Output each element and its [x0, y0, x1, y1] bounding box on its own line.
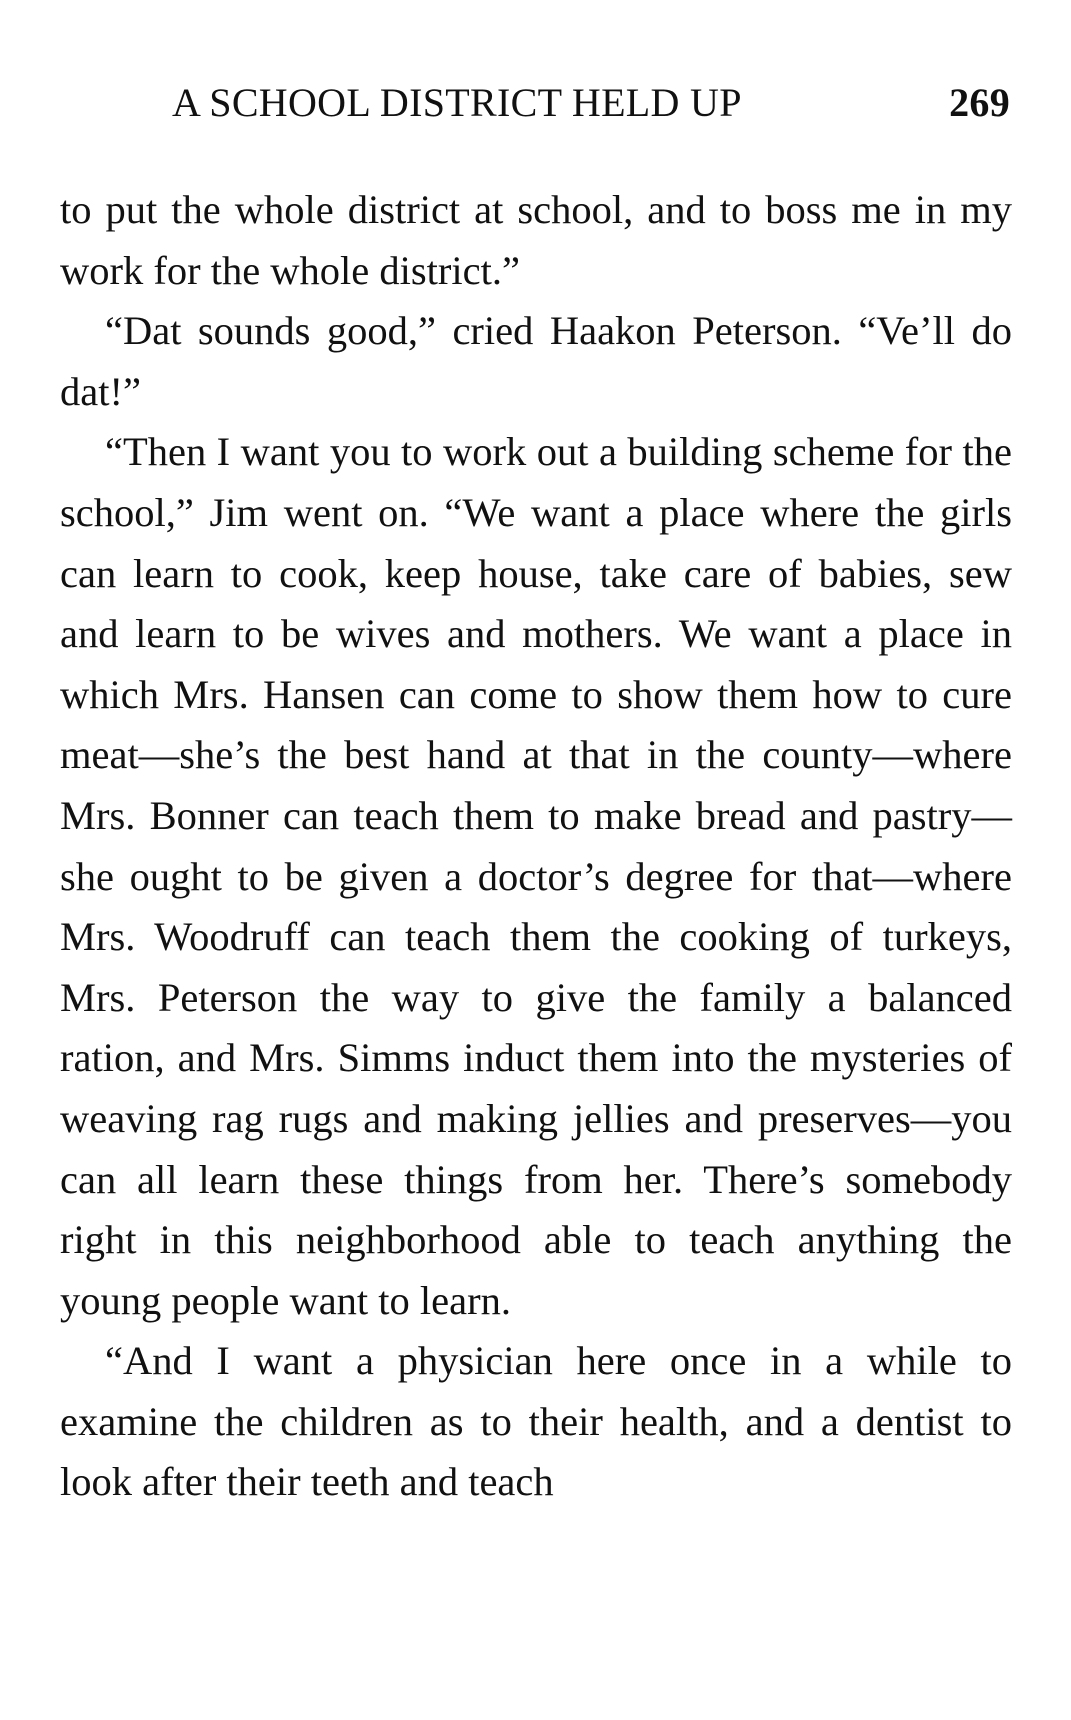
paragraph: “Dat sounds good,” cried Haakon Peterson. “Ve’ll do dat!”: [60, 308, 1012, 414]
paragraph: “Then I want you to work out a building scheme for the school,” Jim went on. “We want a place where the girls can learn to cook, keep house, take care of babies, sew and learn to be wives and mothers. We want a place in which Mrs. Hansen can come to show them how to cure meat—she’s the best hand at that in the county—where Mrs. Bonner can teach them to make bread and pastry—she ought to be given a doctor’s degree for that—where Mrs. Woodruff can teach them the cooking of turkeys, Mrs. Peterson the way to give the family a balanced ration, and Mrs. Simms induct them into the mysteries of weaving rag rugs and making jellies and preserves—you can all learn these things from her. There’s somebody right in this neighborhood able to teach anything the young people want to learn.: [60, 429, 1012, 1323]
running-head: [172, 78, 1010, 128]
body-text: [60, 180, 1012, 1513]
paragraph: “And I want a physician here once in a while to examine the children as to their health, and a dentist to look after their teeth and teach: [60, 1338, 1012, 1505]
page-number: 269: [949, 80, 1010, 125]
paragraph-continued: to put the whole district at school, and to boss me in my work for the whole district.”: [60, 187, 1012, 293]
running-head-title: A SCHOOL DISTRICT HELD UP: [172, 80, 742, 125]
